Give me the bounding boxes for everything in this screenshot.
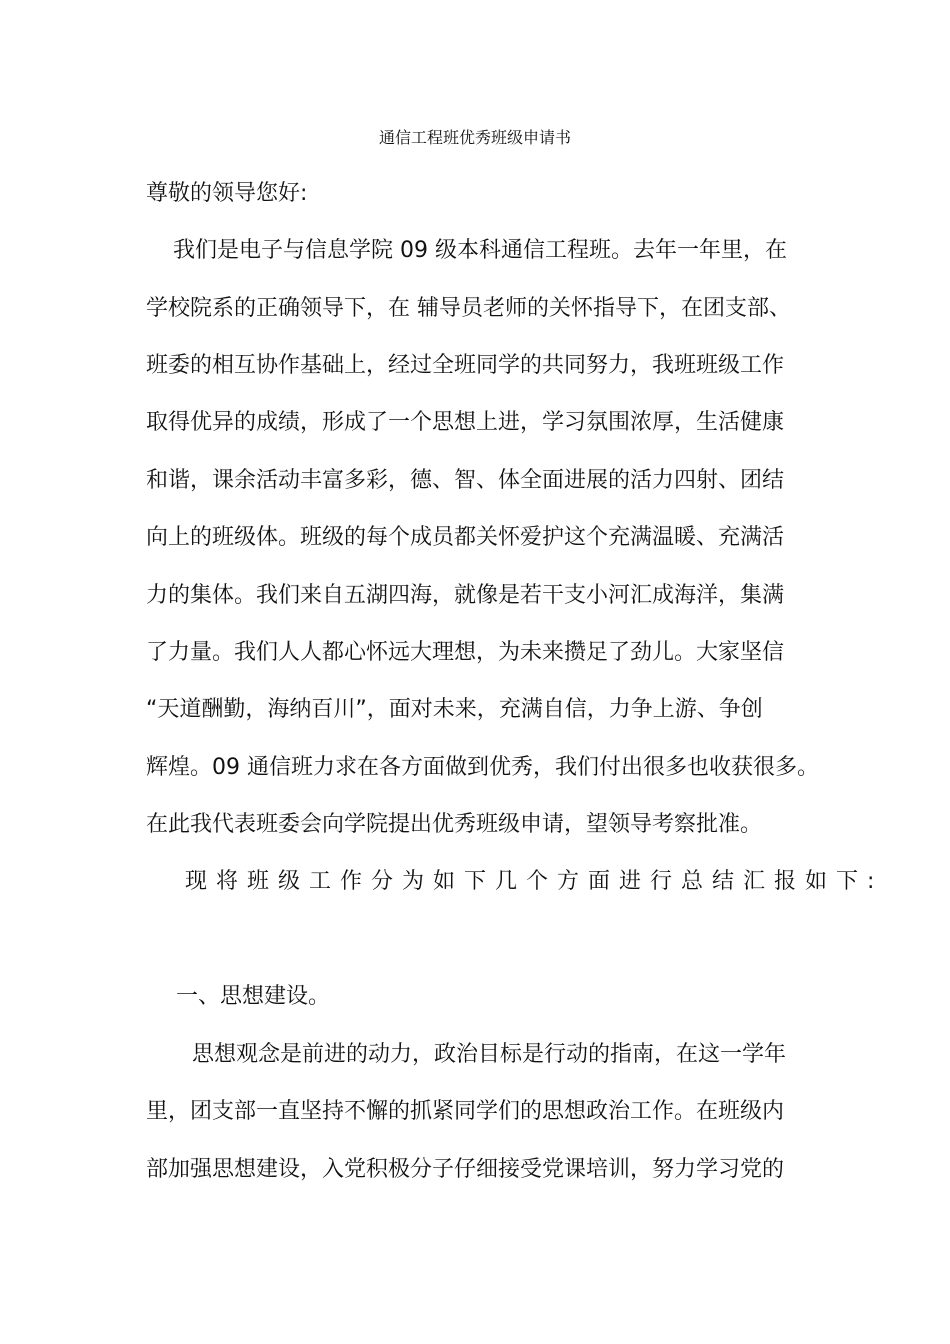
paragraph-line: 力的集体。我们来自五湖四海，就像是若干支小河汇成海洋，集满 (146, 583, 785, 608)
paragraph-line: 和谐，课余活动丰富多彩，德、智、体全面进展的活力四射、团结 (146, 468, 785, 493)
paragraph-line: 学校院系的正确领导下，在 辅导员老师的关怀指导下，在团支部、 (146, 296, 791, 321)
paragraph-line: “天道酬勤，海纳百川”，面对未来，充满自信，力争上游、争创 (146, 697, 763, 722)
section-heading: 一、思想建设。 (176, 984, 331, 1009)
paragraph-line: 里，团支部一直坚持不懈的抓紧同学们的思想政治工作。在班级内 (146, 1099, 785, 1124)
paragraph-line: 取得优异的成绩，形成了一个思想上进，学习氛围浓厚，生活健康 (146, 410, 785, 435)
intro-line: 现将班级工作分为如下几个方面进行总结汇报如下: (185, 869, 884, 894)
paragraph-line: 在此我代表班委会向学院提出优秀班级申请，望领导考察批准。 (146, 812, 763, 837)
paragraph-line: 我们是电子与信息学院 09 级本科通信工程班。去年一年里，在 (173, 238, 787, 263)
paragraph-line: 班委的相互协作基础上，经过全班同学的共同努力，我班班级工作 (146, 353, 785, 378)
paragraph-line: 辉煌。09 通信班力求在各方面做到优秀，我们付出很多也收获很多。 (146, 755, 819, 780)
paragraph-line: 了力量。我们人人都心怀远大理想，为未来攒足了劲儿。大家坚信 (146, 640, 785, 665)
salutation: 尊敬的领导您好: (146, 181, 308, 206)
document-title: 通信工程班优秀班级申请书 (378, 128, 571, 147)
paragraph-line: 部加强思想建设，入党积极分子仔细接受党课培训，努力学习党的 (146, 1157, 785, 1182)
paragraph-line: 思想观念是前进的动力，政治目标是行动的指南，在这一学年 (192, 1042, 787, 1067)
paragraph-line: 向上的班级体。班级的每个成员都关怀爱护这个充满温暖、充满活 (146, 525, 785, 550)
